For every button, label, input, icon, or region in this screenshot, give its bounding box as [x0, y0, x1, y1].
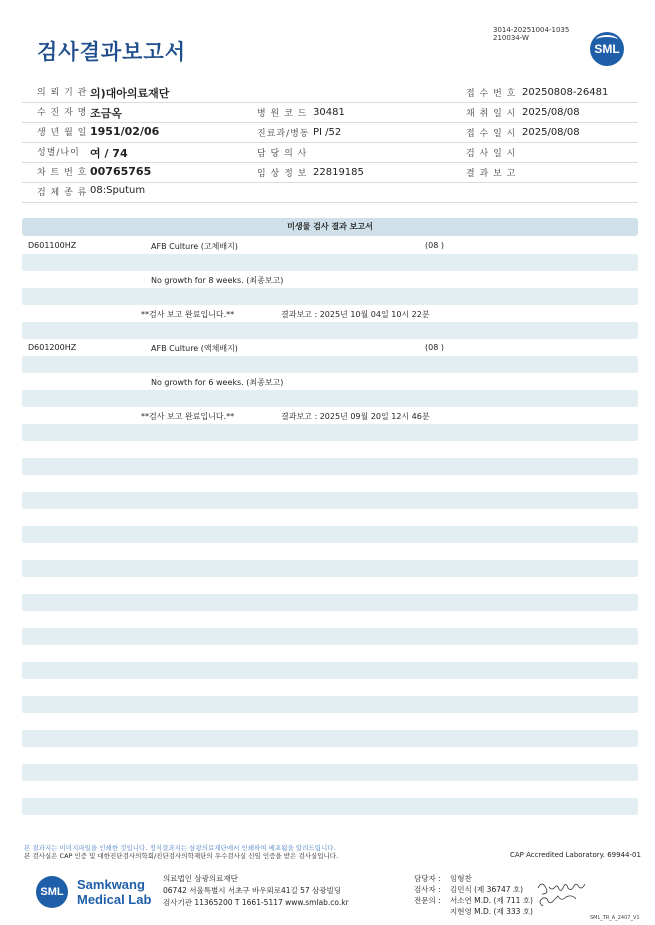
- report-time: 결과보고 : 2025년 10월 04일 10시 22분: [281, 310, 430, 319]
- document-id-line1: 3014-20251004-1035: [493, 26, 570, 34]
- org-address: 06742 서울특별시 서초구 바우뫼로41길 57 삼광빌딩: [163, 886, 342, 895]
- test-number: (08 ): [425, 343, 444, 352]
- info-label-right: 검 사 일 시: [466, 149, 517, 159]
- manager-name: 임형찬: [450, 874, 472, 883]
- info-label-left: 검 체 종 류: [37, 188, 88, 198]
- info-row-divider: [22, 182, 638, 183]
- report-stripe-row: [22, 628, 638, 645]
- info-row-divider: [22, 122, 638, 123]
- report-stripe-row: [22, 424, 638, 441]
- report-stripe-row: [22, 390, 638, 407]
- info-row-divider: [22, 202, 638, 203]
- test-result: No growth for 6 weeks. (최종보고): [151, 378, 284, 387]
- specialist-2: 지현영 M.D. (제 333 호): [450, 907, 533, 916]
- signature-image: [535, 878, 595, 912]
- report-header: 미생물 검사 결과 보고서: [22, 218, 638, 236]
- report-time: 결과보고 : 2025년 09월 20일 12시 46분: [281, 412, 430, 421]
- certification-notice: 본 검사실은 CAP 인증 및 대한진단검사의학회/진단검사의학재단의 우수검사실 신임 인증을 받은 검사실입니다.: [24, 852, 339, 860]
- info-value-right: 2025/08/08: [522, 127, 580, 138]
- info-label-left: 생 년 월 일: [37, 128, 88, 138]
- info-value-left: 여 / 74: [90, 147, 128, 160]
- info-row-divider: [22, 142, 638, 143]
- report-stripe-row: [22, 560, 638, 577]
- report-stripe-row: [22, 594, 638, 611]
- page-title: 검사결과보고서: [37, 40, 187, 64]
- info-value-right: 20250808-26481: [522, 87, 609, 98]
- info-label-left: 수 진 자 명: [37, 108, 88, 118]
- report-stripe-row: [22, 322, 638, 339]
- info-value-left: 의)대아의료재단: [90, 87, 170, 100]
- brand-line2: Medical Lab: [77, 892, 152, 907]
- report-stripe-row: [22, 288, 638, 305]
- report-stripe-row: [22, 662, 638, 679]
- brand-line1: Samkwang: [77, 877, 145, 892]
- info-label-left: 의 뢰 기 관: [37, 88, 88, 98]
- specialist-label: 전문의 :: [414, 896, 441, 905]
- org-name: 의료법인 삼광의료재단: [163, 874, 238, 883]
- info-label-middle: 진료과/병동: [257, 129, 310, 139]
- manager-label: 담당자 :: [414, 874, 441, 883]
- examiner-name: 김민식 (제 36747 호): [450, 885, 524, 894]
- logo-arc-icon: [596, 35, 618, 45]
- info-label-middle: 임 상 정 보: [257, 169, 308, 179]
- info-value-middle: 30481: [313, 107, 345, 118]
- org-contact: 검사기관 11365200 T 1661-5117 www.smlab.co.kr: [163, 898, 349, 907]
- logo-text: SML: [594, 42, 620, 56]
- info-value-middle: 22819185: [313, 167, 364, 178]
- info-value-left: 조금옥: [90, 107, 122, 120]
- test-code: D601100HZ: [28, 241, 77, 250]
- test-number: (08 ): [425, 241, 444, 250]
- info-value-left: 00765765: [90, 165, 152, 178]
- test-result: No growth for 8 weeks. (최종보고): [151, 276, 284, 285]
- info-value-middle: PI /52: [313, 127, 342, 138]
- report-stripe-row: [22, 254, 638, 271]
- document-id-line2: 210034-W: [493, 34, 529, 42]
- info-row-divider: [22, 162, 638, 163]
- info-label-right: 채 취 일 시: [466, 109, 517, 119]
- report-stripe-row: [22, 492, 638, 509]
- info-value-left: 08:Sputum: [90, 185, 146, 196]
- info-label-middle: 병 원 코 드: [257, 109, 308, 119]
- specialist-1: 서소연 M.D. (제 711 호): [450, 896, 533, 905]
- report-stripe-row: [22, 798, 638, 815]
- report-stripe-row: [22, 526, 638, 543]
- test-name: AFB Culture (액체배지): [151, 344, 238, 353]
- report-stripe-row: [22, 730, 638, 747]
- examiner-label: 검사자 :: [414, 885, 441, 894]
- info-label-middle: 담 당 의 사: [257, 149, 308, 159]
- info-value-left: 1951/02/06: [90, 125, 160, 138]
- info-label-right: 접 수 일 시: [466, 129, 517, 139]
- info-label-right: 접 수 번 호: [466, 89, 517, 99]
- report-stripe-row: [22, 696, 638, 713]
- report-complete-note: **검사 보고 완료입니다.**: [141, 310, 235, 319]
- info-label-left: 성별/나이: [37, 148, 80, 158]
- info-label-left: 차 트 번 호: [37, 168, 88, 178]
- report-stripe-row: [22, 458, 638, 475]
- form-number: SML_TR_A_2407_V1: [590, 915, 640, 921]
- footer-logo: SML: [36, 876, 68, 908]
- report-stripe-row: [22, 356, 638, 373]
- report-complete-note: **검사 보고 완료입니다.**: [141, 412, 235, 421]
- info-label-right: 결 과 보 고: [466, 169, 517, 179]
- footer-brand: [77, 877, 151, 907]
- image-print-notice: 본 결과지는 이미지파일을 인쇄한 것입니다. 정식결과지는 삼광의료재단에서 인쇄하여 배포됨을 알려드립니다.: [24, 844, 336, 852]
- info-value-right: 2025/08/08: [522, 107, 580, 118]
- test-name: AFB Culture (고체배지): [151, 242, 238, 251]
- info-row-divider: [22, 102, 638, 103]
- cap-accreditation: CAP Accredited Laboratory. 69944-01: [510, 851, 641, 859]
- report-stripe-row: [22, 764, 638, 781]
- sml-logo: [590, 32, 624, 66]
- test-code: D601200HZ: [28, 343, 77, 352]
- document-id: [493, 26, 569, 42]
